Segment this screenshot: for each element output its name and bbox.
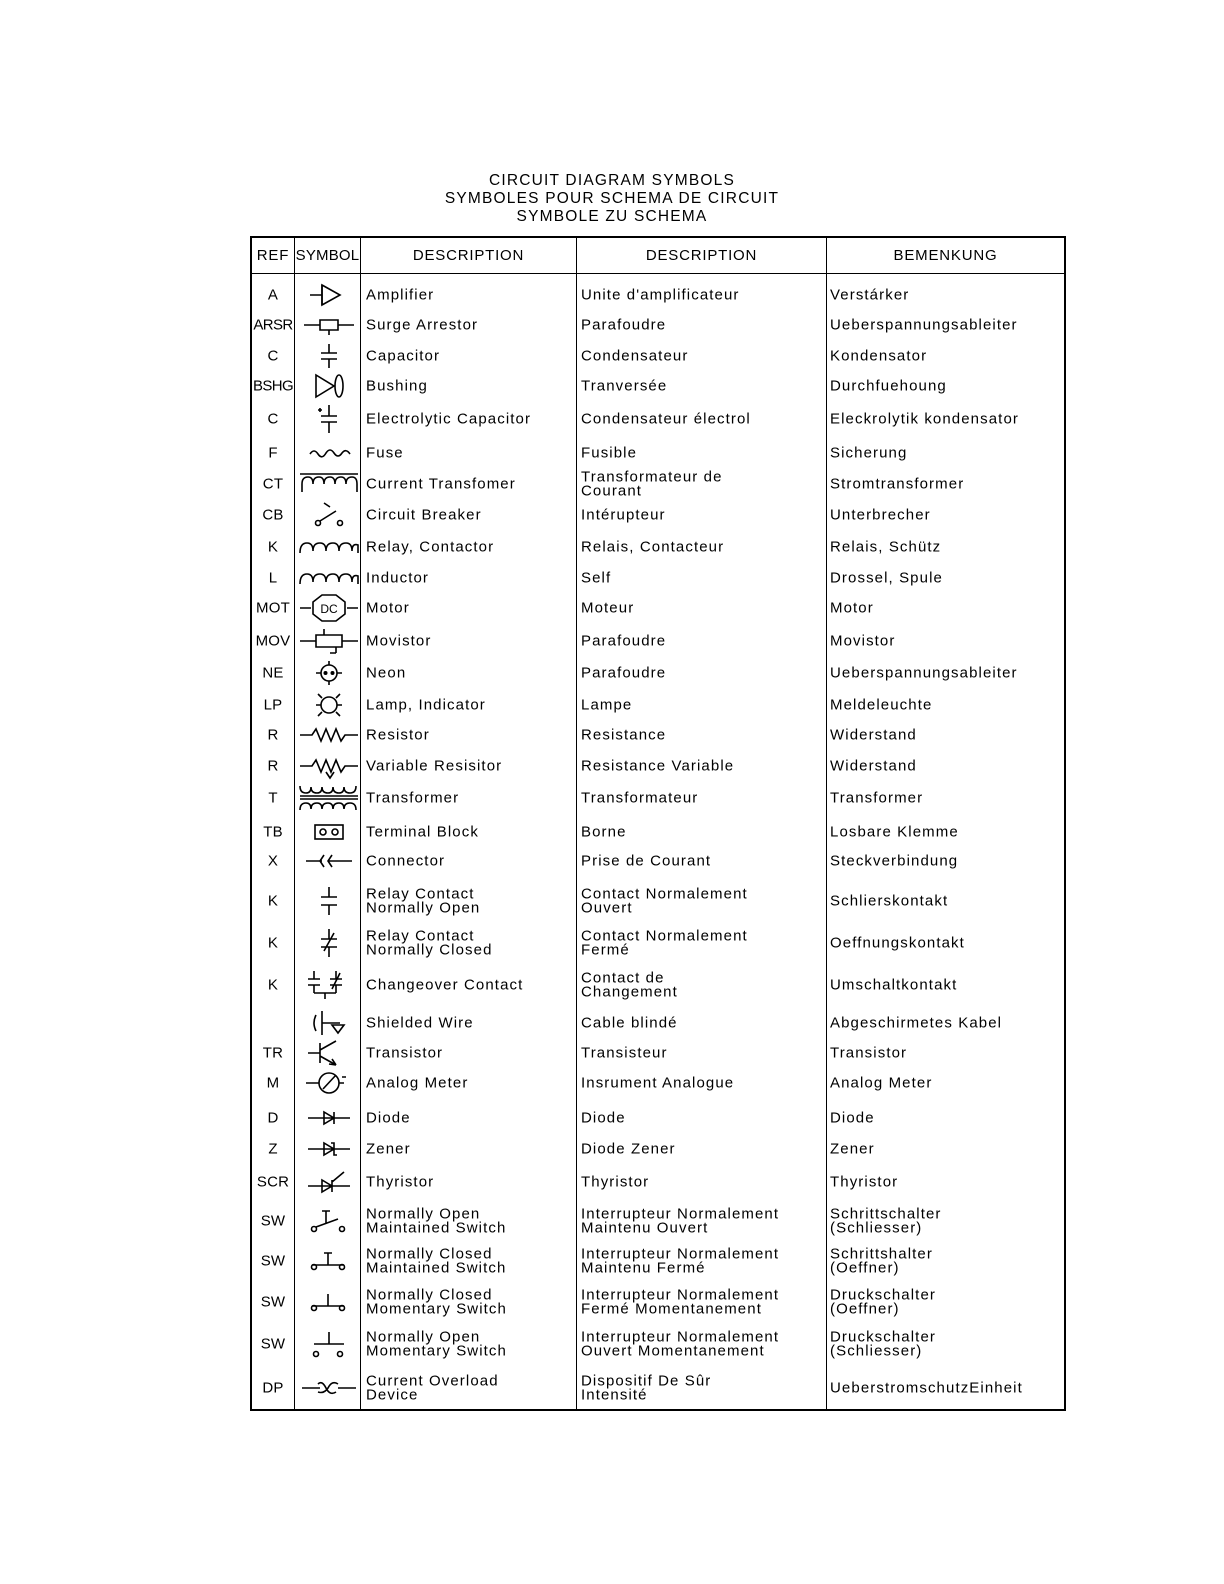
ref-code: SW <box>260 1252 286 1270</box>
description-de <box>830 540 1066 554</box>
description-fr-line: Intérupteur <box>581 506 666 524</box>
description-de <box>830 1381 1066 1395</box>
description-fr <box>581 634 825 648</box>
description-de-line: Schlierskontakt <box>830 892 949 910</box>
description-de-line: Durchfuehoung <box>830 377 947 395</box>
description-de <box>830 978 1066 992</box>
no-momentary-switch-icon <box>296 1328 362 1360</box>
title-line-1: CIRCUIT DIAGRAM SYMBOLS <box>488 172 736 189</box>
description-fr-line: Ouvert <box>581 899 633 916</box>
description-de-line: Motor <box>830 599 874 617</box>
description-de-line: Schrittschalter <box>830 1205 942 1223</box>
description-de-line: Thyristor <box>830 1173 899 1191</box>
description-de-line: Sicherung <box>830 444 908 462</box>
description-en-line: Diode <box>366 1109 411 1127</box>
ref-code: T <box>268 789 278 807</box>
nc-maintained-switch-icon <box>296 1245 362 1277</box>
description-de <box>830 1076 1066 1090</box>
electrolytic-capacitor-icon <box>296 403 362 435</box>
description-fr-line: Contact Normalement <box>581 885 748 903</box>
description-de <box>830 759 1066 773</box>
description-fr <box>581 759 825 773</box>
description-fr-line: Fermé <box>581 941 630 958</box>
description-fr <box>581 1046 825 1060</box>
description-fr-line: Maintenu Fermé <box>581 1259 706 1276</box>
description-en <box>366 1175 572 1189</box>
description-en <box>366 288 572 302</box>
amplifier-icon <box>296 279 362 311</box>
description-fr <box>581 288 825 302</box>
ref-code: D <box>267 1109 279 1127</box>
description-en <box>366 1372 572 1403</box>
analog-meter-icon <box>296 1067 362 1099</box>
description-en <box>366 1046 572 1060</box>
description-fr-line: Interrupteur Normalement <box>581 1205 780 1223</box>
ref-code: M <box>266 1074 280 1092</box>
description-en <box>366 1205 572 1236</box>
description-fr-line: Self <box>581 569 612 587</box>
description-en <box>366 666 572 680</box>
ref-code: K <box>267 934 279 952</box>
description-de <box>830 379 1066 393</box>
column-divider <box>576 238 577 1409</box>
header-description-en: DESCRIPTION <box>412 247 525 264</box>
description-fr <box>581 969 825 1000</box>
description-en-line: Movistor <box>366 632 432 650</box>
description-fr <box>581 446 825 460</box>
shielded-wire-icon <box>296 1007 362 1039</box>
ref-code: TB <box>263 823 283 841</box>
description-en <box>366 825 572 839</box>
description-en <box>366 477 572 491</box>
description-de <box>830 412 1066 426</box>
description-en <box>366 1142 572 1156</box>
description-fr-line: Parafoudre <box>581 316 667 334</box>
terminal-block-icon <box>296 816 362 848</box>
description-de <box>830 1286 1066 1317</box>
nc-momentary-switch-icon <box>296 1286 362 1318</box>
description-fr-line: Changement <box>581 983 678 1000</box>
title-line-2: SYMBOLES POUR SCHEMA DE CIRCUIT <box>444 190 780 207</box>
description-en-line: Capacitor <box>366 347 441 365</box>
column-divider <box>826 238 827 1409</box>
ref-code: R <box>267 757 279 775</box>
description-fr <box>581 1016 825 1030</box>
description-de-line: Druckschalter <box>830 1286 936 1304</box>
ref-code: R <box>267 726 279 744</box>
description-en-line: Surge Arrestor <box>366 316 479 334</box>
description-fr <box>581 1205 825 1236</box>
description-de <box>830 1175 1066 1189</box>
description-fr-line: Contact de <box>581 969 665 987</box>
column-divider <box>294 238 295 1409</box>
description-fr <box>581 412 825 426</box>
description-fr <box>581 601 825 615</box>
description-de-line: Stromtransformer <box>830 475 965 493</box>
connector-icon <box>296 845 362 877</box>
description-de <box>830 728 1066 742</box>
description-fr-line: Transisteur <box>581 1044 668 1062</box>
description-en-line: Normally Open <box>366 1205 481 1223</box>
description-en-line: Momentary Switch <box>366 1342 507 1359</box>
changeover-contact-icon <box>296 969 362 1001</box>
description-de-line: Meldeleuchte <box>830 696 933 714</box>
description-en <box>366 759 572 773</box>
overload-device-icon <box>296 1372 362 1404</box>
description-fr <box>581 666 825 680</box>
description-de-line: Oeffnungskontakt <box>830 934 965 952</box>
description-de-line: Analog Meter <box>830 1074 933 1092</box>
description-fr <box>581 468 825 499</box>
description-fr-line: Courant <box>581 482 643 499</box>
description-fr <box>581 571 825 585</box>
description-en-line: Relay, Contactor <box>366 538 495 556</box>
description-en-line: Changeover Contact <box>366 976 524 994</box>
relay-contact-no-icon <box>296 885 362 917</box>
description-en-line: Bushing <box>366 377 428 395</box>
description-fr <box>581 927 825 958</box>
description-de-line: Losbare Klemme <box>830 823 959 841</box>
description-fr <box>581 379 825 393</box>
description-fr-line: Parafoudre <box>581 632 667 650</box>
description-de-line: Relais, Schütz <box>830 538 942 556</box>
description-fr <box>581 1328 825 1359</box>
ref-code: CT <box>262 475 284 493</box>
description-fr <box>581 854 825 868</box>
description-fr <box>581 1372 825 1403</box>
description-de-line: Ueberspannungsableiter <box>830 664 1018 682</box>
description-de <box>830 1046 1066 1060</box>
description-en-line: Normally Closed <box>366 1286 493 1304</box>
description-fr-line: Prise de Courant <box>581 852 712 870</box>
description-de <box>830 508 1066 522</box>
description-fr <box>581 508 825 522</box>
description-fr <box>581 728 825 742</box>
description-fr-line: Fusible <box>581 444 638 462</box>
description-de <box>830 634 1066 648</box>
description-en <box>366 349 572 363</box>
description-en <box>366 412 572 426</box>
description-de <box>830 666 1066 680</box>
description-en-line: Resistor <box>366 726 430 744</box>
description-fr-line: Maintenu Ouvert <box>581 1219 709 1236</box>
header-ref: REF <box>256 247 290 264</box>
symbols-table <box>250 236 1066 1411</box>
description-fr <box>581 825 825 839</box>
description-fr-line: Contact Normalement <box>581 927 748 945</box>
description-de <box>830 854 1066 868</box>
description-en <box>366 1076 572 1090</box>
description-en-line: Normally Closed <box>366 941 493 958</box>
relay-coil-icon <box>296 531 362 563</box>
lamp-icon <box>296 689 362 721</box>
description-en <box>366 1111 572 1125</box>
description-de-line: (Schliesser) <box>830 1342 923 1359</box>
description-en-line: Variable Resisitor <box>366 757 503 775</box>
description-fr-line: Condensateur <box>581 347 689 365</box>
description-de-line: Steckverbindung <box>830 852 959 870</box>
thyristor-icon <box>296 1166 362 1198</box>
description-en <box>366 791 572 805</box>
description-en <box>366 1245 572 1276</box>
description-fr-line: Diode <box>581 1109 626 1127</box>
movistor-icon <box>296 625 362 657</box>
description-de <box>830 825 1066 839</box>
description-de-line: (Oeffner) <box>830 1259 900 1276</box>
description-de-line: Kondensator <box>830 347 928 365</box>
description-fr <box>581 1142 825 1156</box>
description-fr-line: Resistance <box>581 726 667 744</box>
description-en <box>366 698 572 712</box>
description-en <box>366 1016 572 1030</box>
description-de-line: UeberstromschutzEinheit <box>830 1379 1023 1397</box>
description-en-line: Normally Open <box>366 899 481 916</box>
description-fr-line: Interrupteur Normalement <box>581 1328 780 1346</box>
description-de-line: Drossel, Spule <box>830 569 943 587</box>
description-en-line: Transformer <box>366 789 460 807</box>
description-en <box>366 508 572 522</box>
description-de-line: Widerstand <box>830 726 917 744</box>
transformer-icon <box>296 782 362 814</box>
description-de <box>830 1245 1066 1276</box>
description-de-line: Schrittshalter <box>830 1245 933 1263</box>
ref-code: SW <box>260 1212 286 1230</box>
description-fr-line: Interrupteur Normalement <box>581 1286 780 1304</box>
description-fr-line: Thyristor <box>581 1173 650 1191</box>
header-bemenkung: BEMENKUNG <box>893 247 998 264</box>
description-fr <box>581 349 825 363</box>
description-en-line: Transistor <box>366 1044 444 1062</box>
ref-code: NE <box>262 664 284 682</box>
description-de <box>830 288 1066 302</box>
ref-code: SW <box>260 1293 286 1311</box>
description-en-line: Device <box>366 1386 419 1403</box>
description-en-line: Maintained Switch <box>366 1259 507 1276</box>
description-de <box>830 1016 1066 1030</box>
description-en <box>366 318 572 332</box>
inductor-icon <box>296 562 362 594</box>
description-fr-line: Parafoudre <box>581 664 667 682</box>
description-fr <box>581 540 825 554</box>
description-de <box>830 791 1066 805</box>
description-en <box>366 854 572 868</box>
description-en-line: Motor <box>366 599 410 617</box>
description-de <box>830 1142 1066 1156</box>
description-de-line: Ueberspannungsableiter <box>830 316 1018 334</box>
description-de <box>830 936 1066 950</box>
description-en-line: Maintained Switch <box>366 1219 507 1236</box>
description-de-line: Druckschalter <box>830 1328 936 1346</box>
description-fr <box>581 1245 825 1276</box>
resistor-icon <box>296 719 362 751</box>
transistor-icon <box>296 1037 362 1069</box>
header-divider <box>252 273 1064 274</box>
description-de-line: Umschaltkontakt <box>830 976 958 994</box>
description-de-line: Verstárker <box>830 286 910 304</box>
ref-code: A <box>267 286 279 304</box>
title-line-3: SYMBOLE ZU SCHEMA <box>516 208 708 225</box>
description-de-line: Transformer <box>830 789 924 807</box>
description-en-line: Circuit Breaker <box>366 506 482 524</box>
description-en-line: Momentary Switch <box>366 1300 507 1317</box>
page-title <box>0 172 1224 226</box>
description-en <box>366 978 572 992</box>
motor-dc-icon <box>296 592 362 624</box>
description-de-line: Diode <box>830 1109 875 1127</box>
current-transformer-icon <box>296 468 362 500</box>
description-fr-line: Ouvert Momentanement <box>581 1342 765 1359</box>
description-de <box>830 349 1066 363</box>
description-fr <box>581 318 825 332</box>
ref-code: MOV <box>255 632 291 650</box>
description-fr-line: Transformateur <box>581 789 699 807</box>
description-de <box>830 894 1066 908</box>
description-fr-line: Interrupteur Normalement <box>581 1245 780 1263</box>
description-en-line: Connector <box>366 852 446 870</box>
surge-arrestor-icon <box>296 309 362 341</box>
description-de-line: (Schliesser) <box>830 1219 923 1236</box>
description-de-line: Abgeschirmetes Kabel <box>830 1014 1003 1032</box>
ref-code: SW <box>260 1335 286 1353</box>
ref-code: C <box>267 410 279 428</box>
bushing-icon <box>296 370 362 402</box>
description-en-line: Terminal Block <box>366 823 479 841</box>
description-fr <box>581 1175 825 1189</box>
description-fr-line: Intensité <box>581 1386 648 1403</box>
ref-code: K <box>267 538 279 556</box>
description-fr-line: Resistance Variable <box>581 757 735 775</box>
description-fr <box>581 1111 825 1125</box>
description-en-line: Normally Open <box>366 1328 481 1346</box>
svg-text:DC: DC <box>320 602 338 616</box>
description-de-line: Movistor <box>830 632 896 650</box>
ref-code: ARSR <box>253 316 293 334</box>
description-fr-line: Diode Zener <box>581 1140 676 1158</box>
description-de-line: Widerstand <box>830 757 917 775</box>
header-description-fr: DESCRIPTION <box>645 247 758 264</box>
ref-code: TR <box>262 1044 284 1062</box>
description-en <box>366 728 572 742</box>
description-en-line: Current Transfomer <box>366 475 516 493</box>
description-en-line: Inductor <box>366 569 429 587</box>
neon-icon <box>296 657 362 689</box>
description-en-line: Zener <box>366 1140 411 1158</box>
ref-code: F <box>268 444 278 462</box>
description-fr <box>581 1076 825 1090</box>
description-fr-line: Lampe <box>581 696 633 714</box>
ref-code: SCR <box>256 1173 290 1191</box>
ref-code: K <box>267 892 279 910</box>
description-en <box>366 379 572 393</box>
ref-code: LP <box>263 696 283 714</box>
capacitor-icon <box>296 340 362 372</box>
ref-code: C <box>267 347 279 365</box>
description-de <box>830 1205 1066 1236</box>
description-en-line: Relay Contact <box>366 885 475 903</box>
description-fr <box>581 885 825 916</box>
variable-resistor-icon <box>296 750 362 782</box>
description-de <box>830 698 1066 712</box>
ref-code: Z <box>268 1140 278 1158</box>
description-en <box>366 540 572 554</box>
description-de-line: Transistor <box>830 1044 908 1062</box>
description-fr-line: Insrument Analogue <box>581 1074 735 1092</box>
fuse-icon <box>296 437 362 469</box>
description-en-line: Shielded Wire <box>366 1014 474 1032</box>
description-fr-line: Condensateur électrol <box>581 410 751 428</box>
description-de <box>830 1111 1066 1125</box>
description-fr-line: Transformateur de <box>581 468 723 486</box>
description-en <box>366 927 572 958</box>
ref-code: L <box>268 569 278 587</box>
description-en-line: Normally Closed <box>366 1245 493 1263</box>
ref-code: BSHG <box>252 377 294 395</box>
description-fr <box>581 791 825 805</box>
description-fr-line: Tranversée <box>581 377 668 395</box>
description-en-line: Relay Contact <box>366 927 475 945</box>
description-fr-line: Relais, Contacteur <box>581 538 725 556</box>
description-de <box>830 477 1066 491</box>
description-fr-line: Unite d'amplificateur <box>581 286 740 304</box>
description-de <box>830 446 1066 460</box>
description-en <box>366 601 572 615</box>
description-de-line: Eleckrolytik kondensator <box>830 410 1019 428</box>
description-en-line: Amplifier <box>366 286 435 304</box>
description-de <box>830 571 1066 585</box>
description-fr <box>581 698 825 712</box>
description-en-line: Lamp, Indicator <box>366 696 486 714</box>
circuit-breaker-icon <box>296 499 362 531</box>
description-de <box>830 1328 1066 1359</box>
ref-code: DP <box>262 1379 284 1397</box>
description-de <box>830 601 1066 615</box>
description-fr-line: Dispositif De Sûr <box>581 1372 712 1390</box>
description-en <box>366 1328 572 1359</box>
description-en-line: Thyristor <box>366 1173 435 1191</box>
relay-contact-nc-icon <box>296 927 362 959</box>
description-en-line: Current Overload <box>366 1372 499 1390</box>
description-de-line: Zener <box>830 1140 875 1158</box>
description-en <box>366 571 572 585</box>
header-symbol: SYMBOL <box>295 247 360 264</box>
description-fr <box>581 1286 825 1317</box>
description-de-line: (Oeffner) <box>830 1300 900 1317</box>
no-maintained-switch-icon <box>296 1205 362 1237</box>
description-de-line: Unterbrecher <box>830 506 931 524</box>
ref-code: CB <box>262 506 284 524</box>
description-en <box>366 885 572 916</box>
description-en-line: Electrolytic Capacitor <box>366 410 532 428</box>
description-fr-line: Fermé Momentanement <box>581 1300 762 1317</box>
description-en <box>366 446 572 460</box>
ref-code: K <box>267 976 279 994</box>
description-de <box>830 318 1066 332</box>
description-en-line: Fuse <box>366 444 404 462</box>
description-fr-line: Moteur <box>581 599 635 617</box>
description-en-line: Neon <box>366 664 407 682</box>
description-en <box>366 1286 572 1317</box>
diode-icon <box>296 1102 362 1134</box>
ref-code: MOT <box>256 599 290 617</box>
description-fr-line: Cable blindé <box>581 1014 678 1032</box>
zener-diode-icon <box>296 1133 362 1165</box>
description-fr-line: Borne <box>581 823 627 841</box>
description-en-line: Analog Meter <box>366 1074 469 1092</box>
description-en <box>366 634 572 648</box>
ref-code: X <box>267 852 279 870</box>
